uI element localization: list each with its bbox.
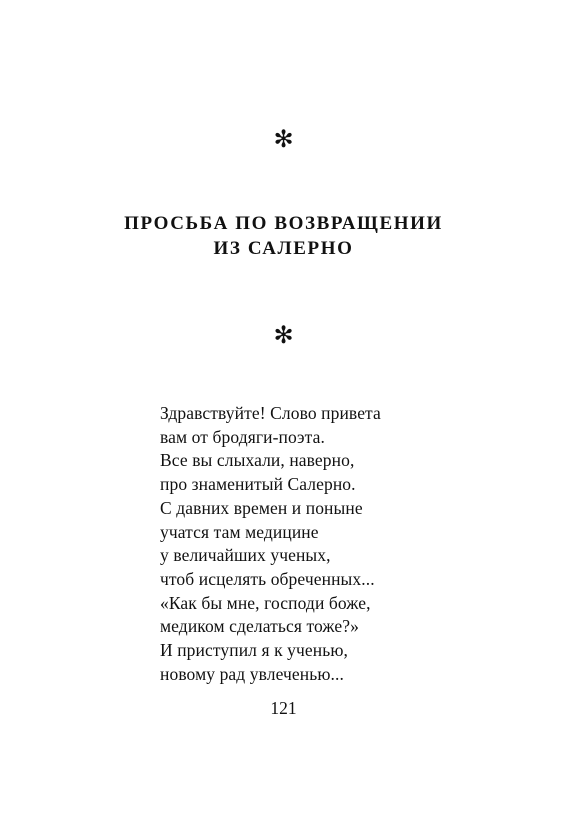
poem-line: у величайших ученых, xyxy=(160,545,331,566)
poem-line: С давних времен и поныне xyxy=(160,497,363,518)
poem-line: И приступил я к ученью, xyxy=(160,640,348,661)
poem-line: про знаменитый Салерно. xyxy=(160,474,356,495)
poem-line: учатся там медицине xyxy=(160,521,319,542)
poem-line: чтоб исцелять обреченных... xyxy=(160,568,375,589)
poem-line: новому рад увлеченью... xyxy=(160,663,344,684)
poem-line: Здравствуйте! Слово привета xyxy=(160,403,381,423)
poem-line: вам от бродяги-поэта. xyxy=(160,426,325,447)
poem-text xyxy=(160,402,460,686)
poem-title-line-2: ИЗ САЛЕРНО xyxy=(213,238,354,259)
asterism-ornament-icon: ✻ xyxy=(273,321,294,349)
page-number: 121 xyxy=(270,698,297,718)
poem-line: медиком сделаться тоже?» xyxy=(160,616,359,637)
poem-line: Все вы слыхали, наверно, xyxy=(160,450,355,471)
asterism-ornament-icon: ✻ xyxy=(273,125,294,153)
poem-title-line-1: ПРОСЬБА ПО ВОЗВРАЩЕНИИ xyxy=(124,213,443,234)
poem-line: «Как бы мне, господи боже, xyxy=(160,592,371,613)
